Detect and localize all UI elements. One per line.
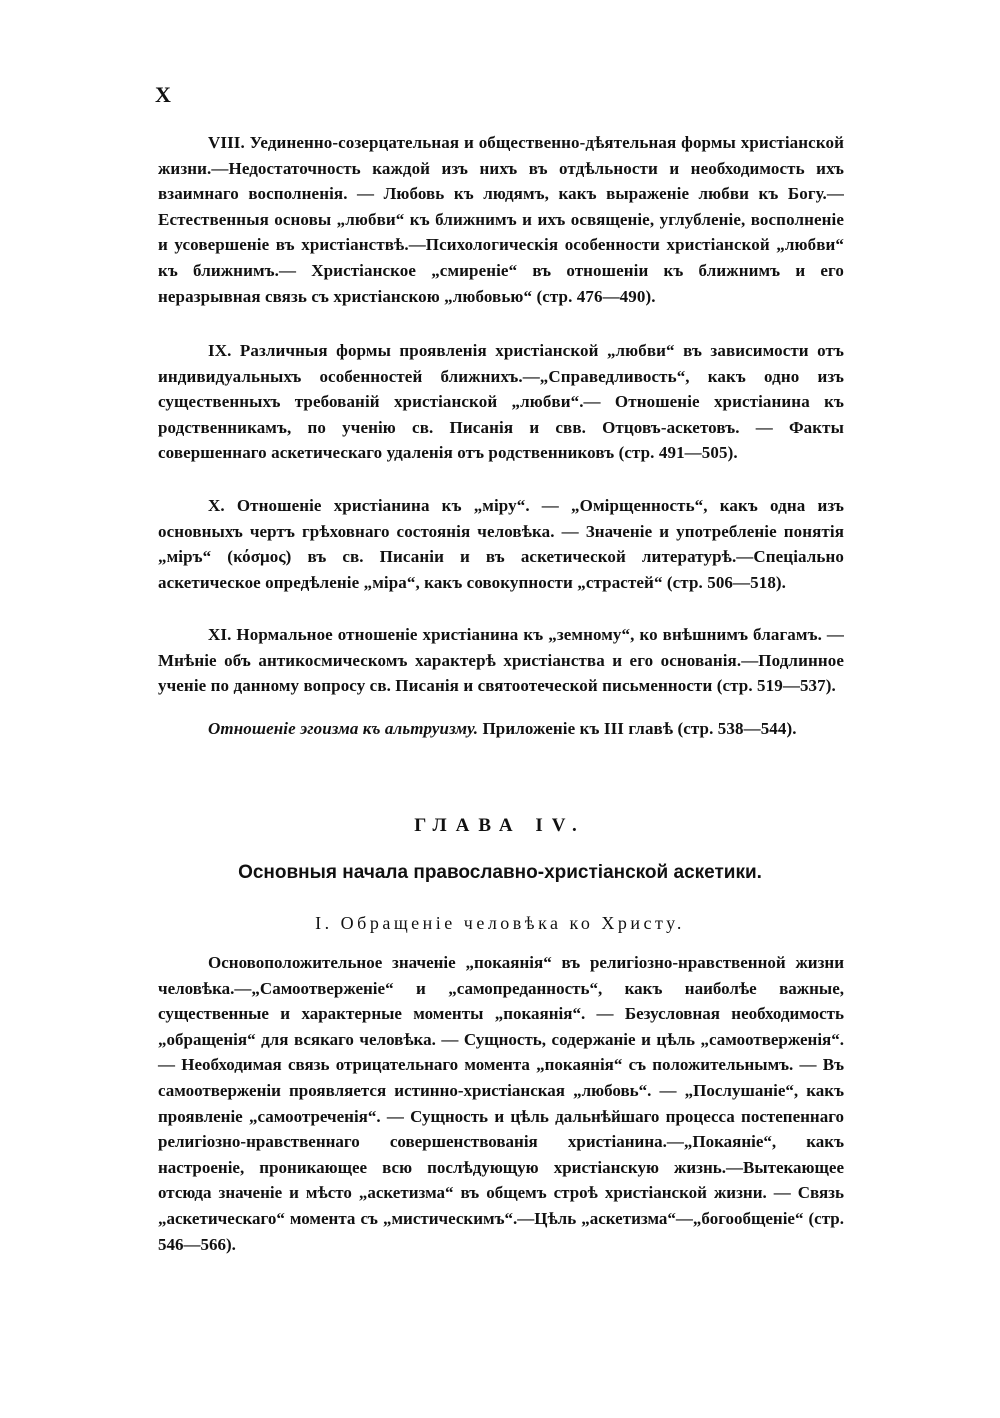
toc-section-viii: [158, 130, 844, 309]
appendix-italic: Отношеніе эгоизма къ альтруизму.: [208, 719, 479, 738]
toc-paragraph: VIII. Уединенно-созерцательная и общественно-дѣятельная формы христіанской жизни.—Недостаточность каждой изъ нихъ въ отдѣльности и необходимость ихъ взаимнаго восполненія. — Любовь къ людямъ, какъ выраженіе любви къ Богу.—Естественныя основы „любви“ къ ближнимъ и ихъ освященіе, углубленіе, восполненіе и усовершеніе въ христіанствѣ.—Психологическія особенности христіанской „любви“ къ ближнимъ.— Христіанское „смиреніе“ въ отношеніи къ ближнимъ и его неразрывная связь съ христіанскою „любовью“ (стр. 476—490).: [158, 133, 844, 306]
toc-section-ix: [158, 338, 844, 466]
toc-section-x: [158, 493, 844, 595]
chapter-summary: [158, 950, 844, 1257]
summary-paragraph: Основоположительное значеніе „покаянія“ въ религіозно-нравственной жизни человѣка.—„Самоотверженіе“ и „самопреданность“, какъ наиболѣе важные, существенные и характерные моменты „покаянія“. — Безусловная необходимость „обращенія“ для всякаго человѣка. — Сущность, содержаніе и цѣль „самоотверженія“. — Необходимая связь отрицательнаго момента „покаянія“ съ положительнымъ. — Въ самоотверженіи проявляется истинно-христіанская „любовь“. — „Послушаніе“, какъ проявленіе „самоотреченія“. — Сущность и цѣль дальнѣйшаго процесса постепеннаго религіозно-нравственнаго совершенствованія христіанина.—„Покаяніе“, какъ настроеніе, проникающее всю послѣдующую христіанскую жизнь.—Вытекающее отсюда значеніе и мѣсто „аскетизма“ въ общемъ строѣ христіанской жизни. — Связь „аскетическаго“ момента съ „мистическимъ“.—Цѣль „аскетизма“—„богообщеніе“ (стр. 546—566).: [158, 953, 844, 1254]
toc-paragraph: [158, 716, 844, 742]
toc-paragraph: IX. Различныя формы проявленія христіанской „любви“ въ зависимости отъ индивидуальныхъ особенностей ближнихъ.—„Справедливость“, какъ одно изъ существенныхъ требованій христіанской „любви“.— Отношеніе христіанина къ родственникамъ, по ученію св. Писанія и свв. Отцовъ-аскетовъ. — Факты совершеннаго аскетическаго удаленія отъ родственниковъ (стр. 491—505).: [158, 341, 844, 463]
appendix-text: Приложеніе къ III главѣ (стр. 538—544).: [478, 719, 797, 738]
toc-section-xi: [158, 622, 844, 699]
section-title: I. Обращеніе человѣка ко Христу.: [315, 913, 685, 933]
toc-paragraph: XI. Нормальное отношеніе христіанина къ „земному“, ко внѣшнимъ благамъ. — Мнѣніе объ антикосмическомъ характерѣ христіанства и его основанія.—Подлинное ученіе по данному вопросу св. Писанія и святоотеческой письменности (стр. 519—537).: [158, 625, 844, 696]
chapter-title: Основныя начала православно-христіанской аскетики.: [238, 862, 762, 883]
toc-appendix: [158, 716, 844, 742]
toc-paragraph: X. Отношеніе христіанина къ „міру“. — „Омірщенность“, какъ одна изъ основныхъ чертъ грѣховнаго состоянія человѣка. — Значеніе и употребленіе понятія „міръ“ (κόσμος) въ св. Писаніи и въ аскетической литературѣ.—Спеціально аскетическое опредѣленіе „міра“, какъ совокупности „страстей“ (стр. 506—518).: [158, 496, 844, 592]
chapter-label: ГЛАВА IV.: [414, 815, 586, 836]
page-number: X: [155, 82, 171, 107]
